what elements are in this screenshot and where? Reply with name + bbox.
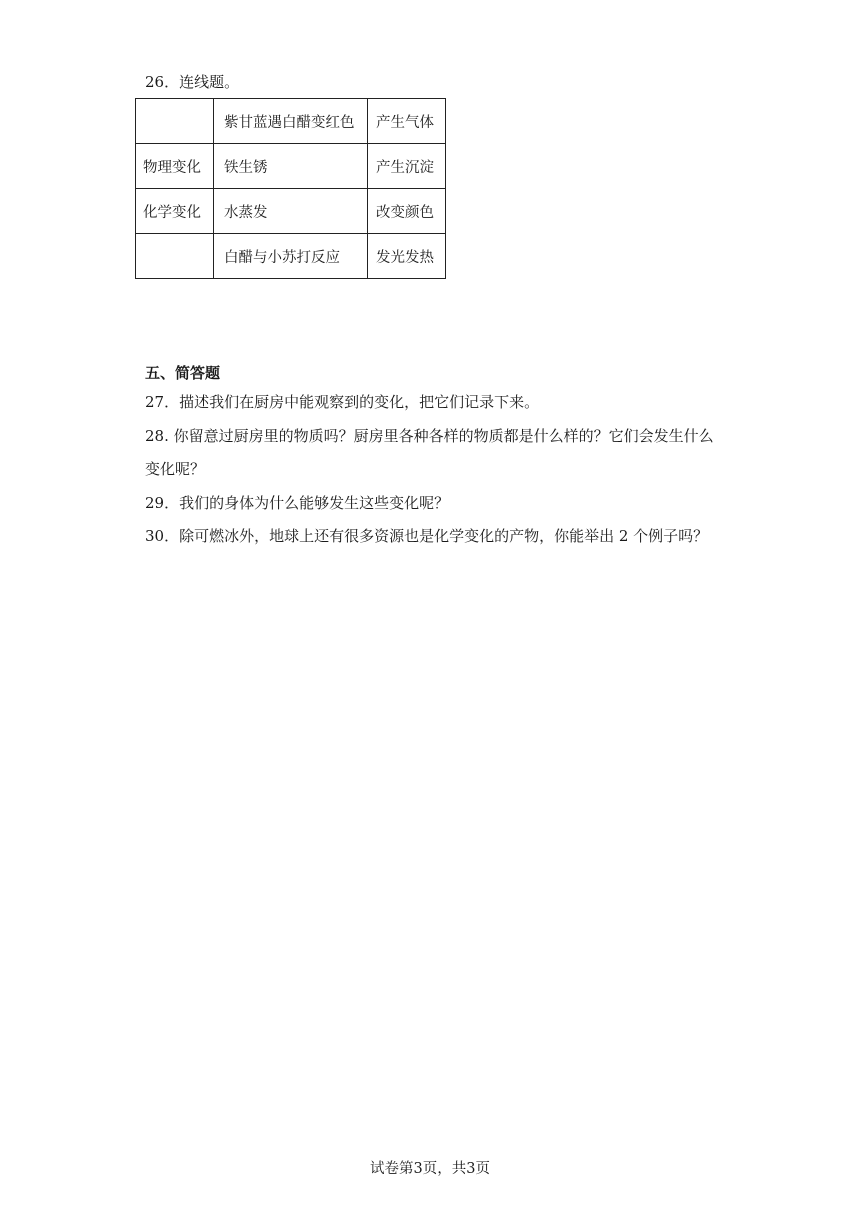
table-cell [136, 99, 214, 144]
table-cell: 产生沉淀 [368, 144, 446, 189]
question-28-line-1: 28. 你留意过厨房里的物质吗？厨房里各种各样的物质都是什么样的？它们会发生什么 [145, 427, 714, 445]
table-cell: 改变颜色 [368, 189, 446, 234]
question-26-title: 26．连线题。 [145, 73, 240, 91]
table-row [136, 99, 446, 144]
table-cell: 紫甘蓝遇白醋变红色 [214, 99, 368, 144]
page-footer: 试卷第3页，共3页 [370, 1161, 490, 1177]
table-cell: 化学变化 [136, 189, 214, 234]
table-cell: 白醋与小苏打反应 [214, 234, 368, 279]
table-cell: 铁生锈 [214, 144, 368, 189]
table-cell [136, 234, 214, 279]
table-cell: 发光发热 [368, 234, 446, 279]
table-cell: 物理变化 [136, 144, 214, 189]
matching-table [135, 98, 446, 279]
table-row [136, 189, 446, 234]
question-27: 27．描述我们在厨房中能观察到的变化，把它们记录下来。 [145, 393, 540, 411]
table-row [136, 234, 446, 279]
table-cell: 水蒸发 [214, 189, 368, 234]
question-30: 30．除可燃冰外，地球上还有很多资源也是化学变化的产物，你能举出 2 个例子吗？ [145, 527, 709, 545]
table-row [136, 144, 446, 189]
question-29: 29．我们的身体为什么能够发生这些变化呢？ [145, 494, 450, 512]
section-heading: 五、简答题 [145, 364, 221, 382]
table-cell: 产生气体 [368, 99, 446, 144]
question-28-line-2: 变化呢？ [145, 460, 206, 478]
